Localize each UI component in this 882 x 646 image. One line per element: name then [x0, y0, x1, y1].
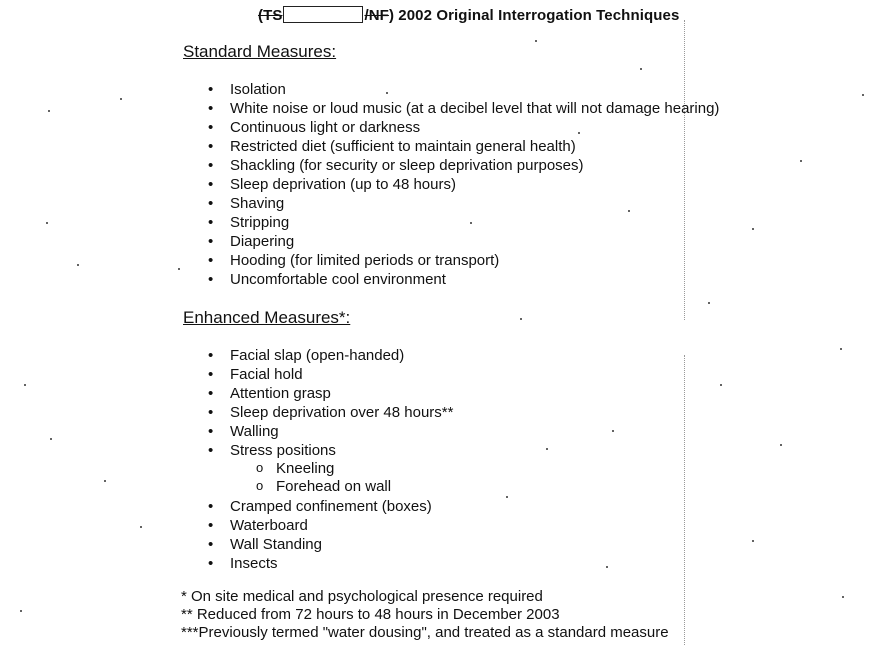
- list-item: • Shackling (for security or sleep deprivation purposes): [230, 156, 719, 175]
- stress-positions-sublist: [276, 460, 391, 496]
- scan-speck: [612, 430, 614, 432]
- scan-speck: [535, 40, 537, 42]
- standard-measures-list: [230, 80, 719, 289]
- list-item: • White noise or loud music (at a decibel level that will not damage hearing): [230, 99, 719, 118]
- list-item: • Walling: [230, 422, 453, 441]
- enhanced-measures-list-continued: [230, 497, 432, 573]
- scan-speck: [842, 596, 844, 598]
- title-text: ) 2002 Original Interrogation Techniques: [388, 7, 680, 24]
- classification-suffix: /NF: [364, 7, 389, 24]
- scan-speck: [104, 480, 106, 482]
- scan-speck: [506, 496, 508, 498]
- list-item: • Diapering: [230, 232, 719, 251]
- scan-speck: [640, 68, 642, 70]
- scan-artifact-line: [684, 355, 685, 645]
- scan-speck: [628, 210, 630, 212]
- list-item: • Sleep deprivation (up to 48 hours): [230, 175, 719, 194]
- list-item: • Uncomfortable cool environment: [230, 270, 719, 289]
- scan-speck: [780, 444, 782, 446]
- list-item: • Restricted diet (sufficient to maintain general health): [230, 137, 719, 156]
- list-item: • Sleep deprivation over 48 hours**: [230, 403, 453, 422]
- document-title: [258, 6, 679, 24]
- list-item: • Shaving: [230, 194, 719, 213]
- list-item: • Continuous light or darkness: [230, 118, 719, 137]
- scan-speck: [720, 384, 722, 386]
- footnotes: [181, 588, 669, 642]
- scan-speck: [386, 92, 388, 94]
- list-item: • Cramped confinement (boxes): [230, 497, 432, 516]
- scan-speck: [140, 526, 142, 528]
- scan-speck: [470, 222, 472, 224]
- list-item: • Isolation: [230, 80, 719, 99]
- scan-speck: [120, 98, 122, 100]
- footnote: ** Reduced from 72 hours to 48 hours in December 2003: [181, 606, 560, 623]
- scan-speck: [800, 160, 802, 162]
- scan-speck: [77, 264, 79, 266]
- footnote: ***Previously termed "water dousing", and treated as a standard measure: [181, 624, 669, 641]
- scan-speck: [46, 222, 48, 224]
- list-item: • Wall Standing: [230, 535, 432, 554]
- list-item: • Stripping: [230, 213, 719, 232]
- sub-list-item: o Forehead on wall: [276, 478, 391, 496]
- classification-prefix: (TS: [258, 7, 283, 24]
- scan-speck: [178, 268, 180, 270]
- list-item: • Stress positions: [230, 441, 453, 460]
- scan-speck: [708, 302, 710, 304]
- scan-speck: [578, 132, 580, 134]
- stress-positions-sublist-wrapper: [230, 460, 392, 496]
- scan-speck: [862, 94, 864, 96]
- enhanced-measures-list: [230, 346, 453, 460]
- scan-speck: [520, 318, 522, 320]
- enhanced-measures-heading: Enhanced Measures*:: [183, 308, 351, 327]
- scan-speck: [606, 566, 608, 568]
- scan-speck: [24, 384, 26, 386]
- scan-speck: [752, 228, 754, 230]
- footnote: * On site medical and psychological presence required: [181, 588, 543, 605]
- sub-list-item: o Kneeling: [276, 460, 391, 478]
- scan-speck: [752, 540, 754, 542]
- scan-speck: [840, 348, 842, 350]
- scan-speck: [48, 110, 50, 112]
- list-item: • Waterboard: [230, 516, 432, 535]
- scan-speck: [546, 448, 548, 450]
- list-item: • Facial hold: [230, 365, 453, 384]
- standard-measures-heading: Standard Measures:: [183, 42, 337, 61]
- scan-speck: [50, 438, 52, 440]
- list-item: • Facial slap (open-handed): [230, 346, 453, 365]
- redaction-box: [283, 6, 363, 23]
- list-item: • Hooding (for limited periods or transport): [230, 251, 719, 270]
- list-item: • Insects: [230, 554, 432, 573]
- scan-speck: [20, 610, 22, 612]
- list-item: • Attention grasp: [230, 384, 453, 403]
